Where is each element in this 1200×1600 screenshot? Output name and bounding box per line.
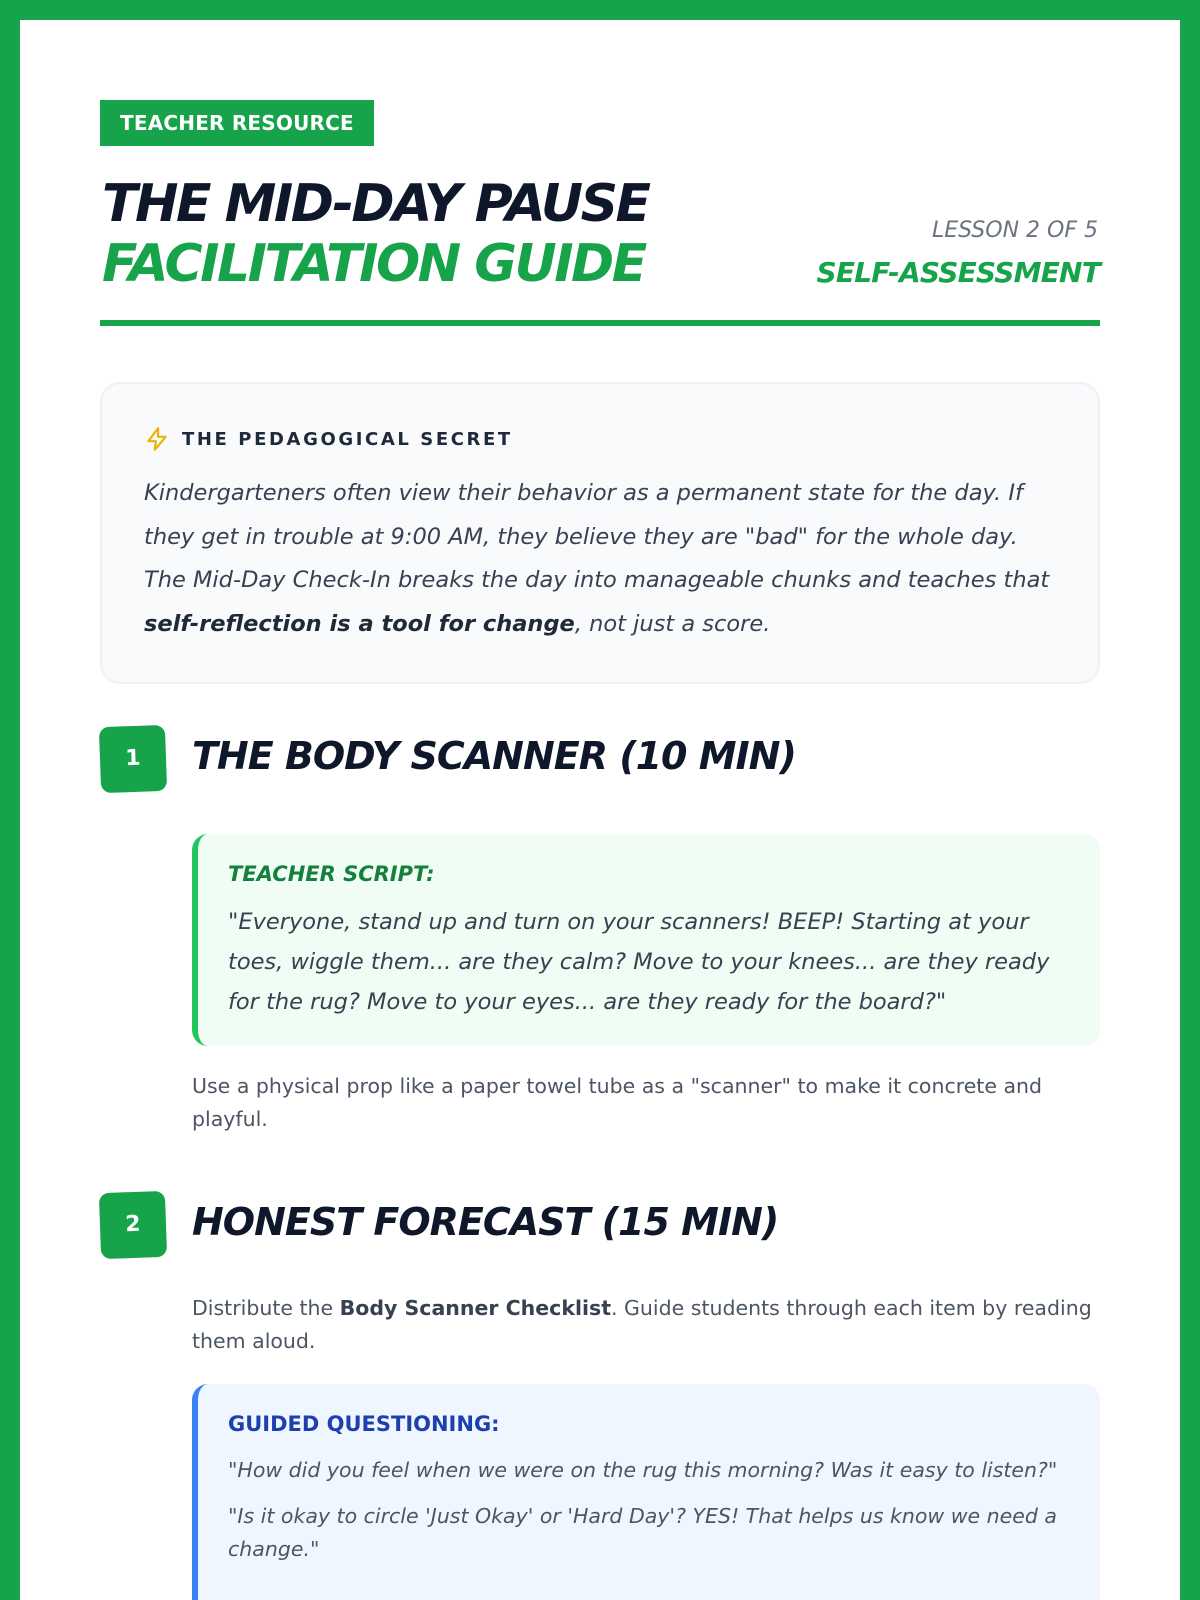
step-2-intro-end: . Guide students through each item by reading them aloud. [192,1296,1092,1353]
page-title-line1: THE MID-DAY PAUSE [102,174,649,234]
lesson-topic: SELF-ASSESSMENT [816,256,1100,289]
secret-header [144,426,513,452]
teacher-script-box [192,834,1100,1046]
pedagogical-secret-card [100,382,1100,684]
teacher-script-text: "Everyone, stand up and turn on your scanners! BEEP! Starting at your toes, wiggle them... are they calm? Move to your knees... are they ready for the rug? Move to your eyes... are they ready for the board?" [228,909,1050,1015]
secret-label: THE PEDAGOGICAL SECRET [182,428,513,450]
teacher-script-label: TEACHER SCRIPT: [228,862,435,886]
page-title-line2: FACILITATION GUIDE [102,234,645,294]
lesson-number: LESSON 2 OF 5 [931,218,1098,243]
secret-body-text: Kindergarteners often view their behavior as a permanent state for the day. If they get in trouble at 9:00 AM, they believe they are "bad" for the whole day. The Mid-Day Check-In breaks the day into manageable chunks and teaches that [144,480,1050,593]
step-1-title: THE BODY SCANNER (10 MIN) [192,734,796,778]
step-2-intro-text: Distribute the [192,1296,340,1320]
guided-questioning-box [192,1384,1100,1600]
secret-body [144,472,1054,646]
checklist-name: Body Scanner Checklist [339,1296,612,1320]
guided-question: "Is it okay to circle 'Just Okay' or 'Hard Day'? YES! That helps us know we need a change." [228,1504,1057,1561]
step-1-number: 1 [99,725,167,793]
header-divider [100,320,1100,326]
lightning-bolt-icon [144,426,170,452]
secret-body-end: , not just a score. [574,610,771,637]
secret-body-emphasis: self-reflection is a tool for change [144,610,575,637]
step-1-note: Use a physical prop like a paper towel tube as a "scanner" to make it concrete and playful. [192,1074,1043,1131]
guide-page [20,20,1180,1600]
step-2-number: 2 [99,1191,167,1259]
teacher-resource-badge: TEACHER RESOURCE [100,100,374,146]
guided-questioning-label: GUIDED QUESTIONING: [228,1412,500,1436]
step-2-title: HONEST FORECAST (15 MIN) [192,1200,779,1244]
guided-question: "How did you feel when we were on the rug this morning? Was it easy to listen?" [228,1458,1058,1482]
step-2-intro [192,1292,1092,1358]
